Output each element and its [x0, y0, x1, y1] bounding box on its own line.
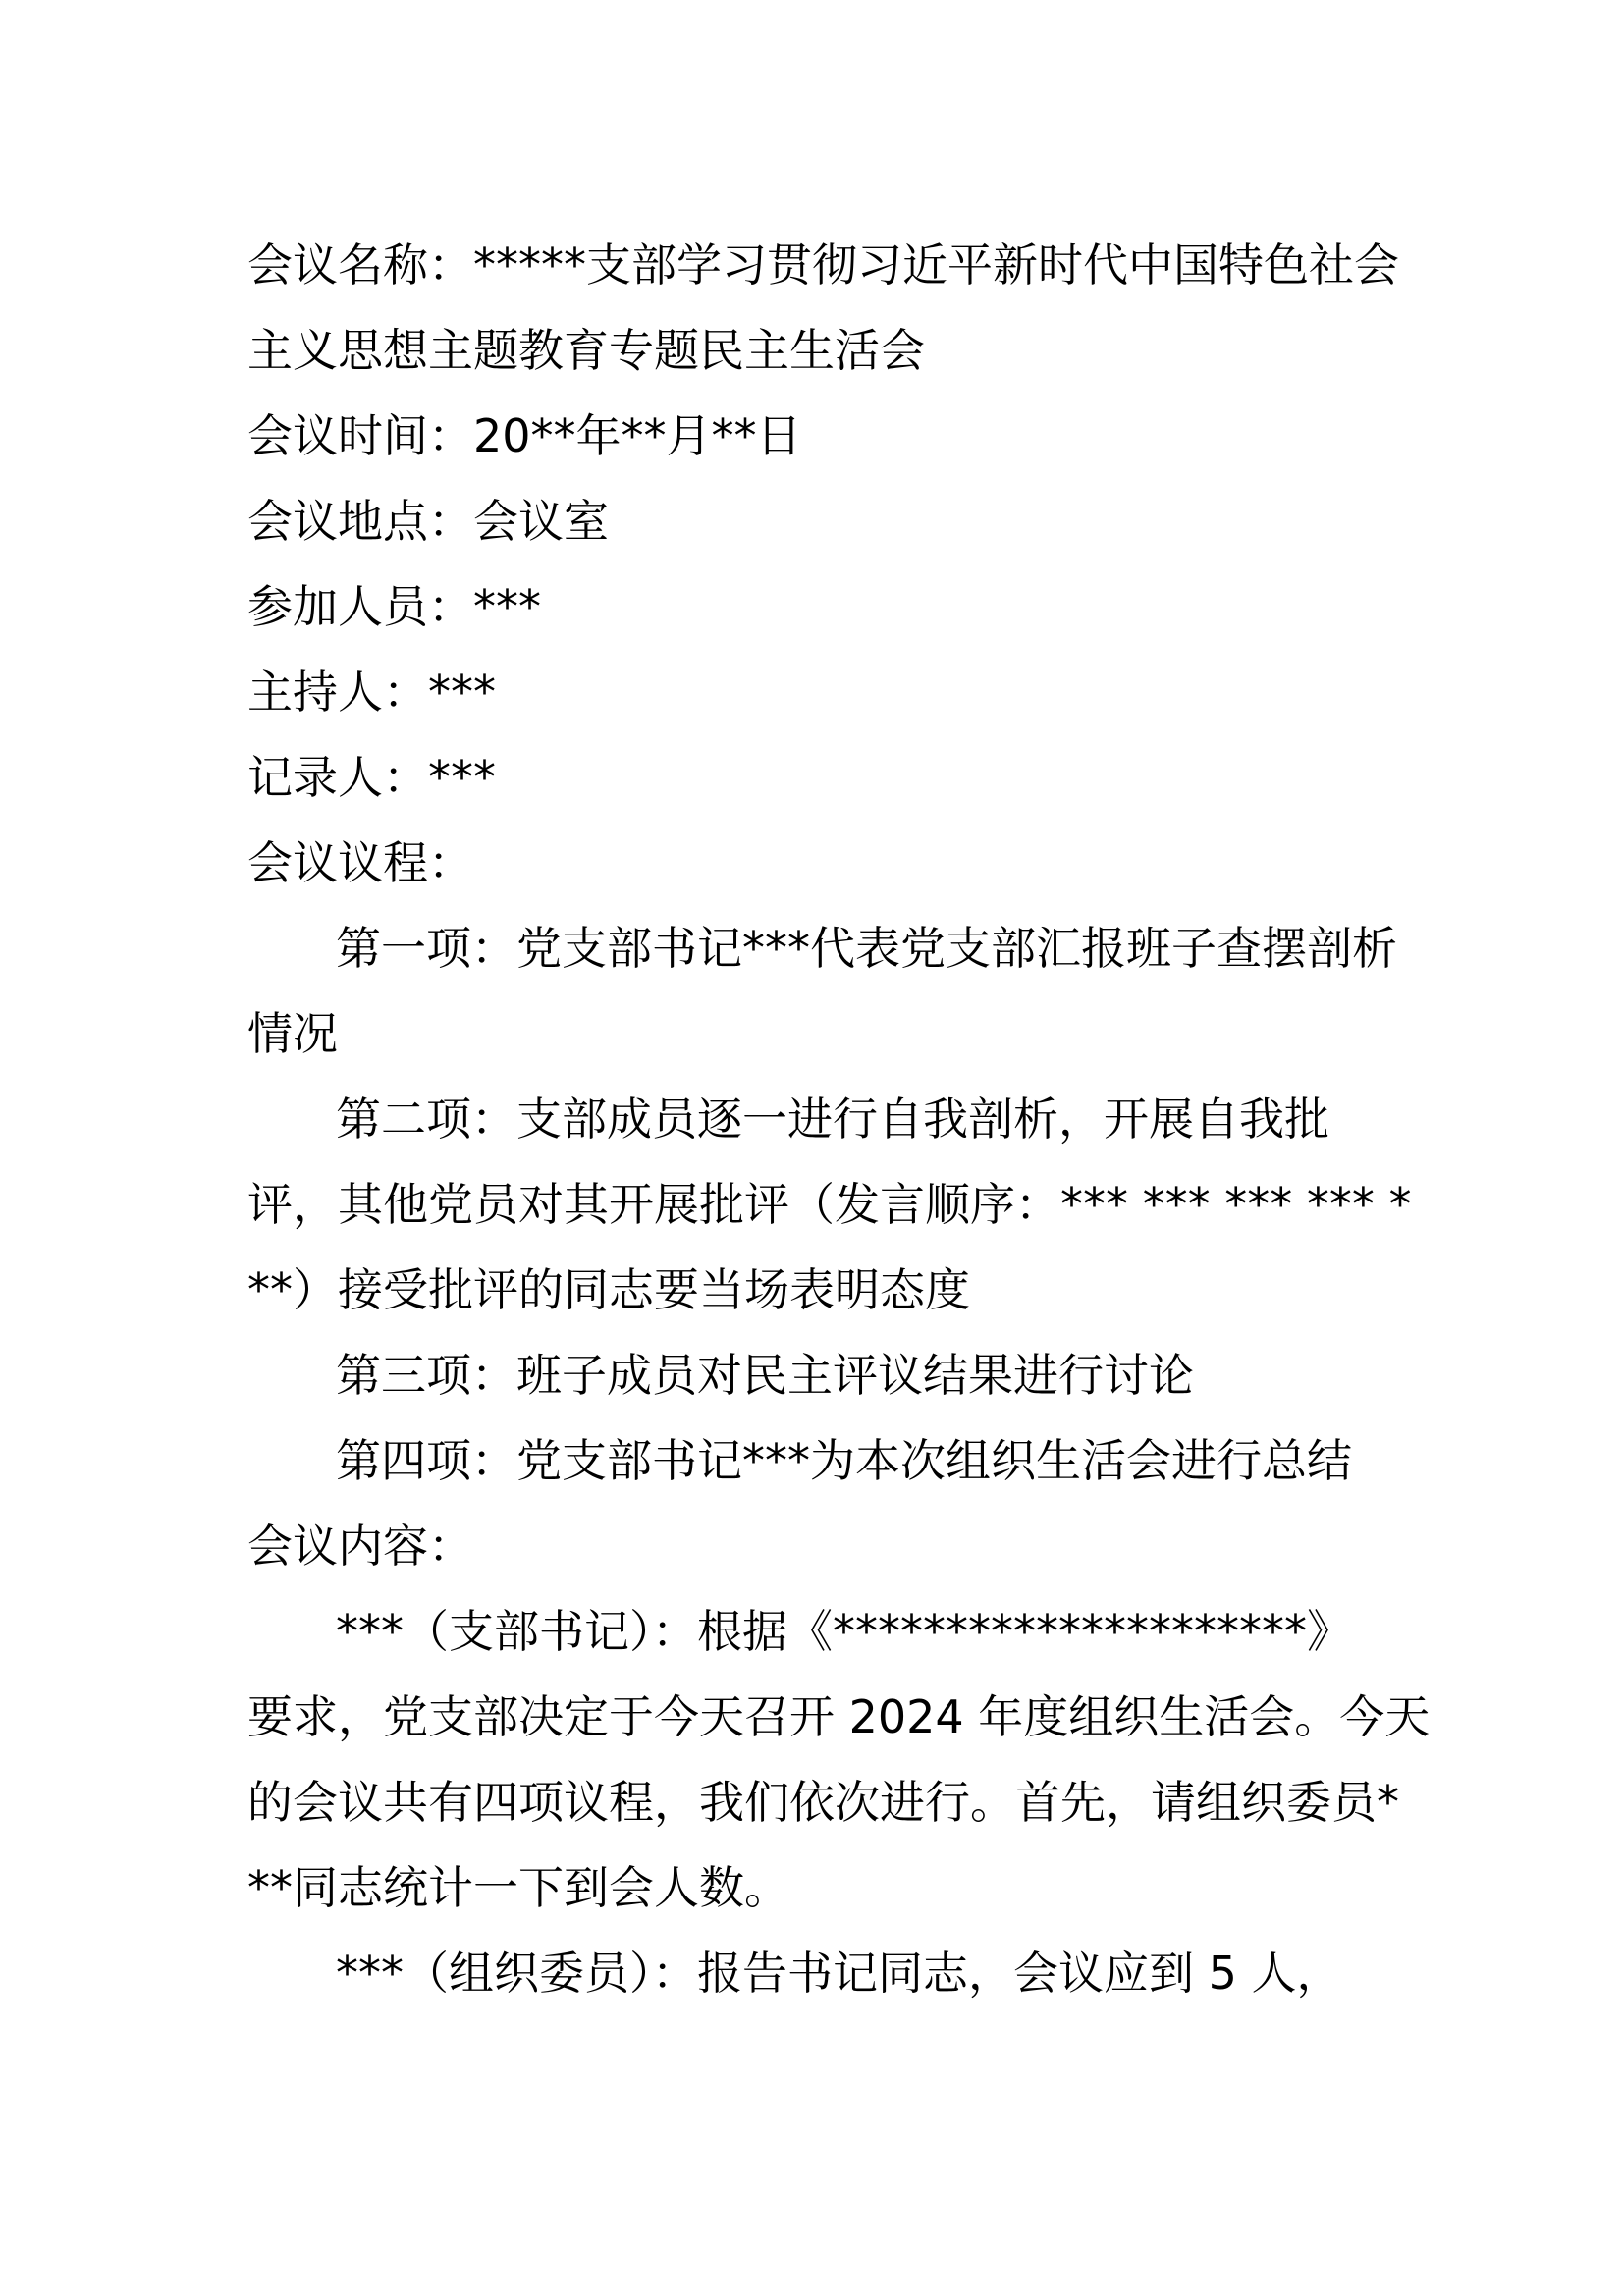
organization-member-speech: ***（组织委员）：报告书记同志，会议应到 5 人， — [336, 1947, 1342, 2000]
agenda-item-1-continued: 情况 — [247, 1007, 338, 1060]
recorder-line: 记录人：*** — [247, 751, 496, 804]
agenda-item-1: 第一项：党支部书记***代表党支部汇报班子查摆剖析 — [336, 922, 1397, 975]
meeting-name-continued-line: 主义思想主题教育专题民主生活会 — [247, 324, 925, 377]
secretary-speech-continued-2: 的会议共有四项议程，我们依次进行。首先，请组织委员* — [247, 1776, 1399, 1829]
agenda-item-2-continued-2: **）接受批评的同志要当场表明态度 — [247, 1263, 970, 1316]
agenda-item-3: 第三项：班子成员对民主评议结果进行讨论 — [336, 1349, 1194, 1402]
host-line: 主持人：*** — [247, 666, 496, 719]
meeting-time-line: 会议时间：20**年**月**日 — [247, 409, 802, 462]
secretary-speech-continued: 要求，党支部决定于今天召开 2024 年度组织生活会。今天 — [247, 1690, 1431, 1743]
content-heading: 会议内容： — [247, 1520, 473, 1573]
document-body — [247, 234, 1431, 2027]
secretary-speech: ***（支部书记）：根据《*********************》 — [336, 1605, 1352, 1658]
participants-line: 参加人员：*** — [247, 580, 541, 633]
agenda-item-2: 第二项：支部成员逐一进行自我剖析，开展自我批 — [336, 1093, 1329, 1146]
secretary-speech-continued-3: **同志统计一下到会人数。 — [247, 1861, 789, 1914]
agenda-item-2-continued: 评，其他党员对其开展批评（发言顺序：*** *** *** *** * — [247, 1178, 1412, 1231]
meeting-name-line: 会议名称：*****支部学习贯彻习近平新时代中国特色社会 — [247, 239, 1399, 292]
meeting-location-line: 会议地点：会议室 — [247, 495, 609, 548]
agenda-heading: 会议议程： — [247, 836, 473, 889]
agenda-item-4: 第四项：党支部书记***为本次组织生活会进行总结 — [336, 1434, 1352, 1487]
